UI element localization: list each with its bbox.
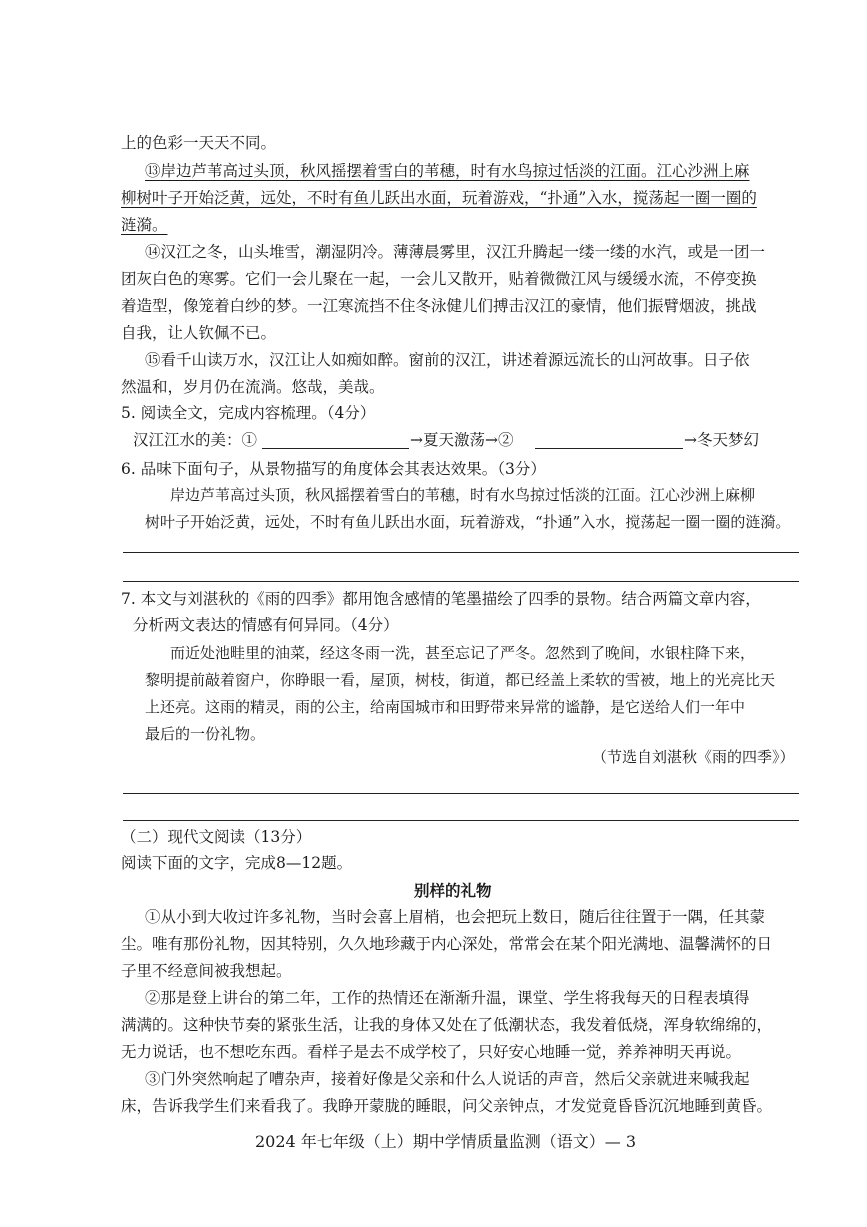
question-5-prefix: 汉江江水的美：① xyxy=(133,431,258,449)
answer-line[interactable] xyxy=(123,820,799,821)
underlined-line: ⑬岸边芦苇高过头顶，秋风摇摆着雪白的苇穗，时有水鸟掠过恬淡的江面。江心沙洲上麻 xyxy=(145,162,750,180)
article-title: 别样的礼物 xyxy=(414,881,492,900)
text-line: 团灰白色的寒雾。它们一会儿聚在一起，一会儿又散开，贴着微微江风与缓缓水流，不停变换 xyxy=(121,270,757,288)
underlined-line: 涟漪。 xyxy=(121,216,168,234)
quoted-line: 最后的一份礼物。 xyxy=(145,725,266,743)
text-line: 子里不经意间被我想起。 xyxy=(121,962,292,980)
text-line: ①从小到大收过许多礼物，当时会喜上眉梢，也会把玩上数日，随后往往置于一隅，任其蒙 xyxy=(145,908,766,926)
text-line: 尘。唯有那份礼物，因其特别，久久地珍藏于内心深处，常常会在某个阳光满地、温馨满怀的日 xyxy=(121,935,773,953)
text-line: 上的色彩一天天不同。 xyxy=(121,134,277,152)
text-line: ②那是登上讲台的第二年，工作的热情还在渐渐升温，课堂、学生将我每天的日程表填得 xyxy=(145,989,750,1007)
answer-blank-2[interactable] xyxy=(535,448,683,449)
text-line: 自我，让人钦佩不已。 xyxy=(121,324,277,342)
question-5-mid: →夏天激荡→② xyxy=(410,431,514,449)
text-line: ⑭汉江之冬，山头堆雪，潮湿阴冷。薄薄晨雾里，汉江升腾起一缕一缕的水汽，或是一团一 xyxy=(145,243,766,261)
quoted-line: 而近处池畦里的油菜，经这冬雨一洗，甚至忘记了严冬。忽然到了晚间，水银柱降下来， xyxy=(170,644,756,662)
text-line: 无力说话，也不想吃东西。看样子是去不成学校了，只好安心地睡一觉，养养神明天再说。 xyxy=(121,1043,742,1061)
question-5-stem: 5. 阅读全文，完成内容梳理。（4分） xyxy=(121,404,376,422)
text-line: 然温和，岁月仍在流淌。悠哉，美哉。 xyxy=(121,378,385,396)
text-line: 床，告诉我学生们来看我了。我睁开蒙胧的睡眼，问父亲钟点，才发觉竟昏昏沉沉地睡到黄昏。 xyxy=(121,1097,773,1115)
answer-line[interactable] xyxy=(123,552,799,553)
question-7-stem: 分析两文表达的情感有何异同。（4分） xyxy=(133,616,399,634)
text-line: ⑮看千山读万水，汉江让人如痴如醉。窗前的汉江，讲述着源远流长的山河故事。日子依 xyxy=(145,351,750,369)
section-title: （二）现代文阅读（13分） xyxy=(121,828,312,846)
question-7-stem: 7. 本文与刘湛秋的《雨的四季》都用饱含感情的笔墨描绘了四季的景物。结合两篇文章内容， xyxy=(121,590,761,608)
quoted-line: 上还亮。这雨的精灵，雨的公主，给南国城市和田野带来异常的谧静，是它送给人们一年中 xyxy=(145,698,746,716)
text-line: 着造型，像笼着白纱的梦。一江寒流挡不住冬泳健儿们搏击汉江的豪情，他们振臂烟波，挑战 xyxy=(121,297,757,315)
question-5-suffix: →冬天梦幻 xyxy=(684,431,759,449)
text-line: 满满的。这种快节奏的紧张生活，让我的身体又处在了低潮状态，我发着低烧，浑身软绵绵的， xyxy=(121,1016,773,1034)
page-footer: 2024 年七年级（上）期中学情质量监测（语文）— 3 xyxy=(255,1132,637,1151)
quoted-line: 岸边芦苇高过头顶，秋风摇摆着雪白的苇穗，时有水鸟掠过恬淡的江面。江心沙洲上麻柳 xyxy=(170,486,756,504)
underlined-line: 柳树叶子开始泛黄，远处，不时有鱼儿跃出水面，玩着游戏，“扑通”入水，搅荡起一圈一圈的 xyxy=(121,189,757,207)
answer-blank-1[interactable] xyxy=(262,448,409,449)
section-instruction: 阅读下面的文字，完成8—12题。 xyxy=(121,854,353,872)
text-line: ③门外突然响起了嘈杂声，接着好像是父亲和什么人说话的声音，然后父亲就进来喊我起 xyxy=(145,1070,750,1088)
quoted-line: 黎明提前敲着窗户，你睁眼一看，屋顶，树枝，街道，都已经盖上柔软的雪被，地上的光亮比天 xyxy=(145,671,776,689)
answer-line[interactable] xyxy=(123,581,799,582)
quoted-line: 树叶子开始泛黄，远处，不时有鱼儿跃出水面，玩着游戏，“扑通”入水，搅荡起一圈一圈的涟漪。 xyxy=(145,513,791,531)
question-6-stem: 6. 品味下面句子，从景物描写的角度体会其表达效果。（3分） xyxy=(121,460,546,478)
quote-source: （节选自刘湛秋《雨的四季》） xyxy=(592,748,795,766)
answer-line[interactable] xyxy=(123,793,799,794)
